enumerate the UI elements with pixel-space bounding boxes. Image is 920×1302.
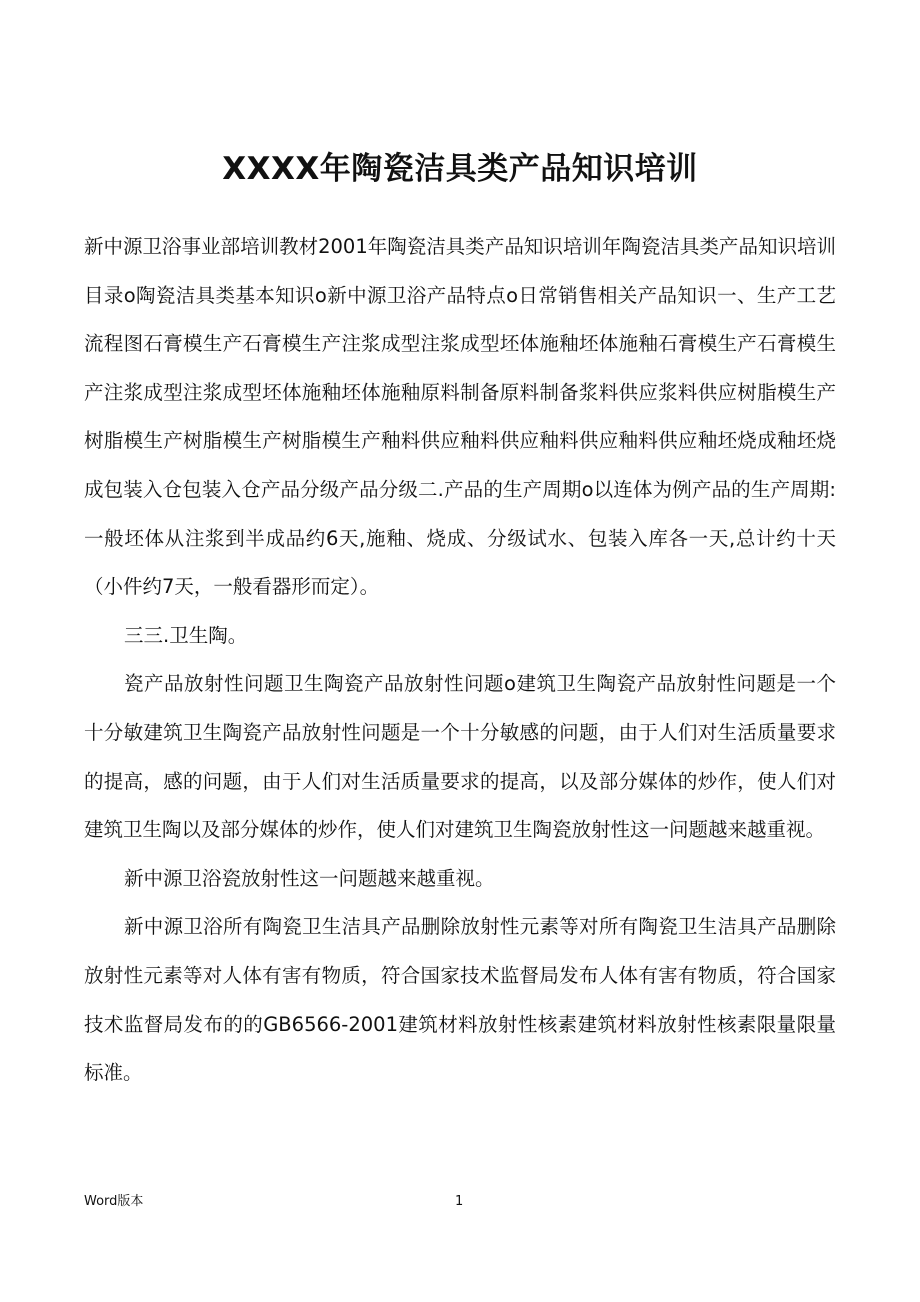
paragraph-intro: 新中源卫浴事业部培训教材2001年陶瓷洁具类产品知识培训年陶瓷洁具类产品知识培训目录o陶瓷洁具类基本知识o新中源卫浴产品特点o日常销售相关产品知识一、生产工艺流程图石膏模生产石膏模生产注浆成型注浆成型坯体施釉坯体施釉石膏模生产石膏模生产注浆成型注浆成型坯体施釉坯体施釉原料制备原料制备浆料供应浆料供应树脂模生产树脂模生产树脂模生产树脂模生产釉料供应釉料供应釉料供应釉料供应釉坯烧成釉坯烧成包装入仓包装入仓产品分级产品分级二.产品的生产周期o以连体为例产品的生产周期:一般坯体从注浆到半成品约6天,施釉、烧成、分级试水、包装入库各一天,总计约十天（小件约7天，一般看器形而定）。 xyxy=(84,235,836,599)
footer-page-number: 1 xyxy=(455,1194,464,1209)
document-body xyxy=(84,223,836,1098)
footer-version-label: Word版本 xyxy=(84,1194,144,1209)
page-title: XXXX年陶瓷洁具类产品知识培训 xyxy=(222,151,698,187)
paragraph-standard: 新中源卫浴所有陶瓷卫生洁具产品删除放射性元素等对所有陶瓷卫生洁具产品删除放射性元素等对人体有害有物质，符合国家技术监督局发布人体有害有物质，符合国家技术监督局发布的的GB6566-2001建筑材料放射性核素建筑材料放射性核素限量限量标准。 xyxy=(84,915,836,1085)
paragraph-radioactivity: 瓷产品放射性问题卫生陶瓷产品放射性问题o建筑卫生陶瓷产品放射性问题是一个十分敏建筑卫生陶瓷产品放射性问题是一个十分敏感的问题，由于人们对生活质量要求的提高，感的问题，由于人们对生活质量要求的提高，以及部分媒体的炒作，使人们对建筑卫生陶以及部分媒体的炒作，使人们对建筑卫生陶瓷放射性这一问题越来越重视。 xyxy=(84,672,836,842)
paragraph-brand-focus: 新中源卫浴瓷放射性这一问题越来越重视。 xyxy=(124,866,495,890)
paragraph-section-three: 三三.卫生陶。 xyxy=(124,623,248,647)
